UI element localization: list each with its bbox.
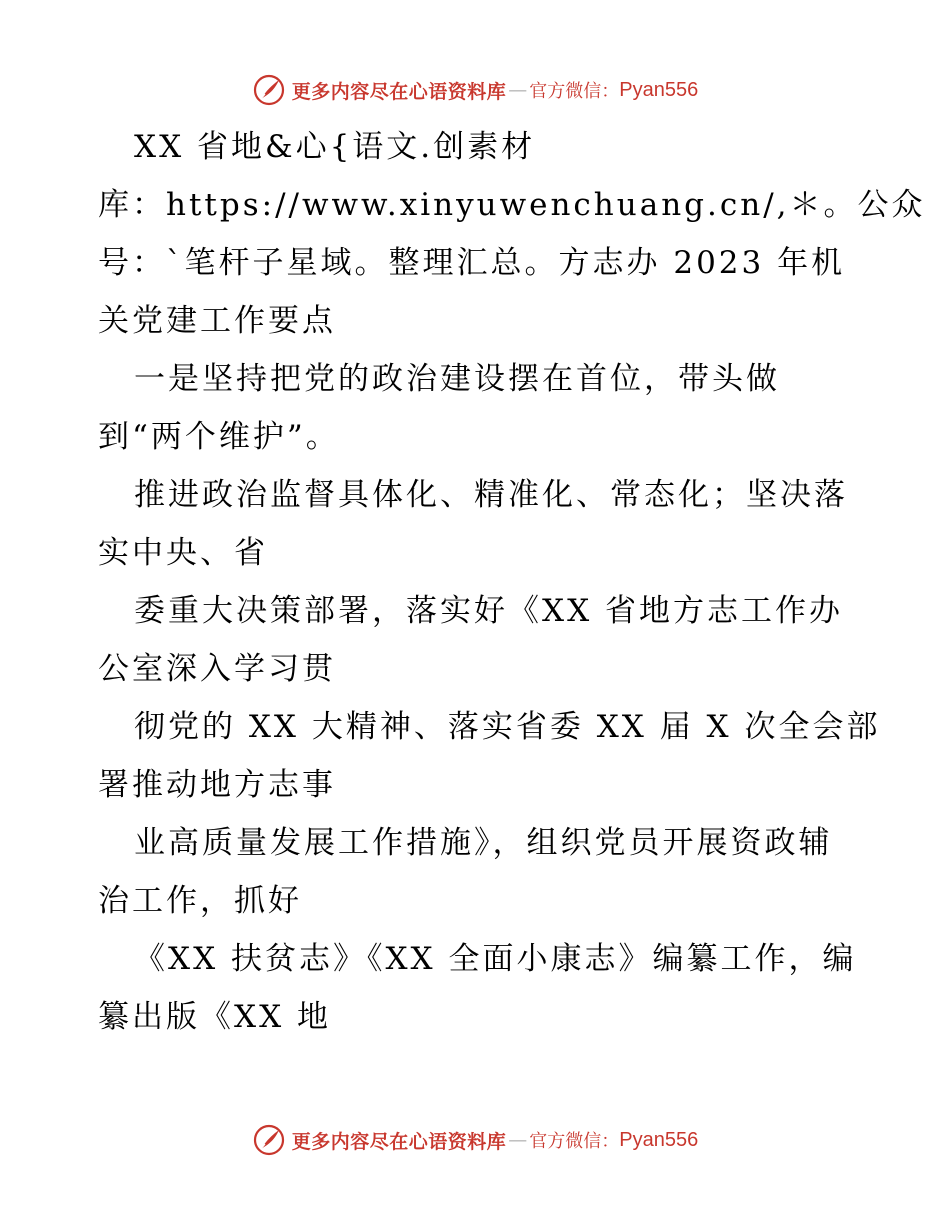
header-banner: [0, 70, 950, 110]
banner-main-text: 更多内容尽在心语资料库: [291, 1130, 507, 1153]
text-line: 署推动地方志事: [98, 767, 336, 803]
banner-sub-text: 官方微信：: [529, 1131, 620, 1152]
text-line: 委重大决策部署，落实好《XX 省地方志工作办: [134, 593, 843, 629]
text-line: 号：`笔杆子星域。整理汇总。方志办 2023 年机: [98, 245, 846, 281]
text-line: 实中央、省: [98, 535, 268, 571]
footer-banner: [0, 1120, 950, 1160]
text-line: 公室深入学习贯: [98, 651, 336, 687]
banner-separator: —: [508, 79, 528, 101]
banner-sub-text: 官方微信：: [529, 81, 620, 102]
text-line: 库：https://www.xinyuwenchuang.cn/,＊。公众: [98, 187, 926, 223]
text-line: 治工作，抓好: [98, 883, 302, 919]
text-line: 《XX 扶贫志》《XX 全面小康志》编纂工作，编: [134, 941, 857, 977]
text-line: 关党建工作要点: [98, 303, 336, 339]
banner-wechat-id: Pyan556: [619, 1128, 699, 1151]
text-line: XX 省地&心{语文.创素材: [134, 129, 536, 165]
text-line: 到“两个维护”。: [98, 419, 340, 455]
quill-logo-icon: [252, 73, 286, 107]
document-body: [98, 118, 926, 1046]
text-line: 一是坚持把党的政治建设摆在首位，带头做: [134, 361, 780, 397]
banner-separator: —: [508, 1129, 528, 1151]
banner-main-text: 更多内容尽在心语资料库: [291, 80, 507, 103]
text-line: 推进政治监督具体化、精准化、常态化；坚决落: [134, 477, 848, 513]
banner-wechat-id: Pyan556: [619, 78, 699, 101]
text-line: 纂出版《XX 地: [98, 999, 331, 1035]
text-line: 业高质量发展工作措施》，组织党员开展资政辅: [134, 825, 833, 861]
quill-logo-icon: [252, 1123, 286, 1157]
text-line: 彻党的 XX 大精神、落实省委 XX 届 X 次全会部: [134, 709, 881, 745]
